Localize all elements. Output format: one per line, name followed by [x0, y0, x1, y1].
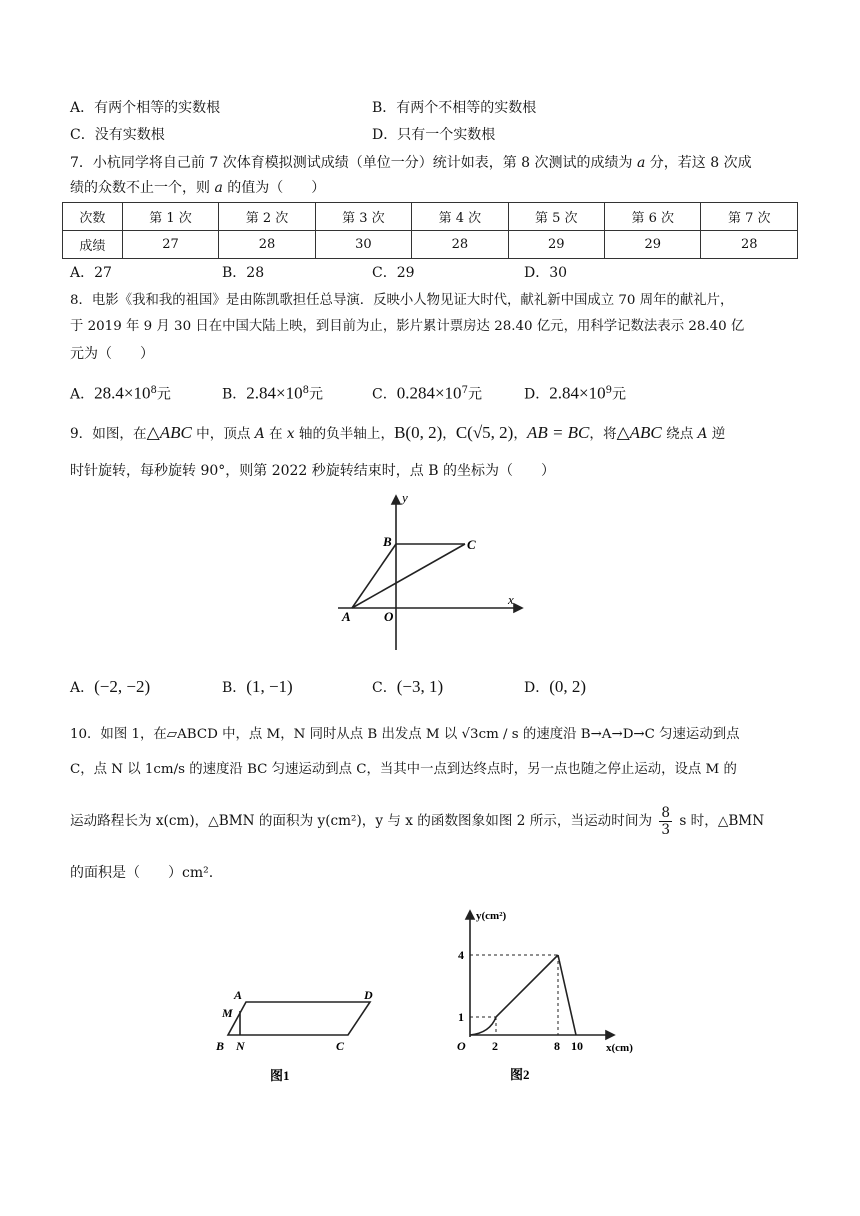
option-letter: A．	[70, 680, 95, 696]
q9-stem-line2: 时针旋转，每秒旋转 90°，则第 2022 秒旋转结束时，点 B 的坐标为（ ）	[70, 463, 555, 479]
q10-stem-line4: 的面积是（ ）cm².	[70, 865, 214, 881]
q10-figure2	[440, 905, 640, 1090]
option-unit: 元	[467, 386, 482, 403]
option-exponent: 7	[461, 385, 468, 396]
table-header-row	[63, 203, 798, 231]
q7-var-a: a	[214, 180, 223, 196]
option-letter: A．	[70, 386, 95, 403]
falling-segment	[558, 955, 576, 1035]
option-unit: 元	[611, 386, 626, 403]
fraction-numerator: 8	[661, 805, 671, 821]
option-unit: 元	[156, 386, 171, 403]
tick-x8: 8	[554, 1039, 560, 1053]
option-value: (1, −1)	[246, 677, 293, 696]
table-cell: 成绩	[63, 231, 123, 259]
q9-text: 在	[264, 426, 287, 442]
q9-text: ，将	[589, 426, 617, 442]
table-cell: 27	[122, 231, 218, 259]
table-cell: 第 4 次	[412, 203, 508, 231]
y-axis-label: y(cm²)	[476, 910, 507, 922]
q10-text: s 时，△BMN	[679, 813, 765, 829]
option-exponent: 8	[150, 385, 157, 396]
table-row	[63, 231, 798, 259]
y-axis-arrow	[392, 496, 400, 504]
option-value: (0, 2)	[549, 677, 587, 696]
tick-y1: 1	[458, 1010, 464, 1024]
option-letter: D．	[524, 386, 550, 403]
q10-figure1	[210, 975, 390, 1090]
table-cell: 29	[605, 231, 701, 259]
q7-stem-line2	[70, 178, 325, 198]
option-value: (−3, 1)	[396, 677, 444, 696]
option-unit: 元	[309, 386, 324, 403]
q7-option-c: C．29	[372, 265, 415, 281]
q7-text: 分，若这 8 次成	[645, 155, 752, 171]
option-value: 28.4×10	[94, 383, 151, 403]
q6-option-a: A．有两个相等的实数根	[70, 100, 221, 116]
q9-option-c	[372, 677, 443, 698]
q8-stem-line3: 元为（ ）	[70, 346, 154, 362]
table-cell: 第 2 次	[219, 203, 315, 231]
option-value: 0.284×10	[396, 383, 462, 403]
point-a-label: A	[234, 988, 243, 1002]
q9-option-b	[222, 677, 293, 698]
segment-ac	[352, 544, 465, 608]
table-cell: 28	[412, 231, 508, 259]
rising-segment	[496, 955, 558, 1017]
option-exponent: 9	[605, 385, 612, 396]
table-cell: 30	[315, 231, 411, 259]
fraction-denominator: 3	[661, 822, 671, 838]
origin-label: O	[384, 609, 394, 624]
table-cell: 28	[701, 231, 798, 259]
table-cell: 第 7 次	[701, 203, 798, 231]
q9-text: 轴的负半轴上，	[294, 426, 395, 442]
q9-text: 逆	[707, 426, 726, 442]
x-axis-arrow	[514, 604, 522, 612]
q9-option-d	[524, 677, 586, 698]
x-axis-label: x	[508, 592, 514, 607]
option-value: 2.84×10	[549, 383, 606, 403]
table-cell: 第 5 次	[508, 203, 604, 231]
q9-figure	[330, 490, 530, 660]
q9-math: AB = BC	[526, 423, 590, 442]
x-axis-label: x(cm)	[606, 1042, 633, 1054]
option-exponent: 8	[302, 385, 310, 396]
tick-y4: 4	[458, 948, 464, 962]
q9-math: A	[254, 426, 265, 442]
q6-option-b: B．有两个不相等的实数根	[372, 100, 537, 116]
y-axis-label: y	[402, 490, 408, 505]
fraction	[659, 805, 672, 838]
q10-stem-line3	[70, 805, 764, 838]
q8-stem-line2: 于 2019 年 9 月 30 日在中国大陆上映，到目前为止，影片累计票房达 28.40 亿元，用科学记数法表示 28.40 亿	[70, 319, 745, 334]
table-cell: 次数	[63, 203, 123, 231]
point-c-label: C	[336, 1039, 345, 1053]
q9-math: △ABC	[146, 423, 192, 442]
parallelogram-abcd	[228, 1002, 370, 1035]
q8-option-c	[372, 381, 482, 405]
q7-score-table	[62, 202, 798, 259]
figure2-caption: 图2	[510, 1067, 530, 1082]
table-cell: 第 1 次	[122, 203, 218, 231]
q10-text: 运动路程长为 x(cm)，△BMN 的面积为 y(cm²)，y 与 x 的函数图象如图 2 所示，当运动时间为	[70, 813, 653, 829]
q9-stem-line1	[70, 423, 725, 444]
point-n-label: N	[236, 1039, 245, 1053]
q8-option-a	[70, 381, 171, 405]
option-letter: B．	[222, 680, 247, 696]
q9-math: B(0, 2)	[394, 423, 443, 442]
tick-x2: 2	[492, 1039, 498, 1053]
option-letter: B．	[222, 386, 247, 403]
origin-label: O	[457, 1039, 466, 1053]
q9-text: 9．如图，在	[70, 426, 147, 442]
q7-option-d: D．30	[524, 265, 568, 281]
q10-stem-line1: 10．如图 1，在▱ABCD 中，点 M，N 同时从点 B 出发点 M 以 √3cm / s 的速度沿 B→A→D→C 匀速运动到点	[70, 727, 740, 742]
q9-text: 中，顶点	[191, 426, 255, 442]
q9-option-a	[70, 677, 150, 698]
point-b-label: B	[383, 534, 392, 549]
q7-text: 绩的众数不止一个，则	[70, 180, 215, 196]
q8-option-b	[222, 381, 323, 405]
table-cell: 29	[508, 231, 604, 259]
q9-text: ，	[513, 426, 527, 442]
option-letter: C．	[372, 680, 397, 696]
q6-option-c: C．没有实数根	[70, 127, 165, 143]
table-cell: 第 3 次	[315, 203, 411, 231]
q9-math: △ABC	[616, 423, 662, 442]
point-c-label: C	[467, 537, 476, 552]
curve-segment	[470, 1017, 496, 1035]
option-letter: D．	[524, 680, 550, 696]
q8-stem-line1: 8．电影《我和我的祖国》是由陈凯歌担任总导演．反映小人物见证大时代，献礼新中国成立 70 周年的献礼片，	[70, 293, 734, 308]
q7-option-b: B．28	[222, 265, 265, 281]
option-value: (−2, −2)	[94, 677, 151, 696]
q7-text: 的值为（ ）	[222, 180, 326, 196]
y-axis-arrow	[466, 911, 474, 919]
q7-option-a: A．27	[70, 265, 112, 281]
tick-x10: 10	[571, 1039, 583, 1053]
option-value: 2.84×10	[246, 383, 303, 403]
figure1-caption: 图1	[270, 1068, 290, 1083]
q9-math: A	[697, 426, 708, 442]
q8-option-d	[524, 381, 626, 405]
q9-math: C(√5, 2)	[455, 423, 514, 442]
table-cell: 28	[219, 231, 315, 259]
point-a-label: A	[342, 609, 351, 624]
q7-text: 7．小杭同学将自己前 7 次体育模拟测试成绩（单位一分）统计如表，第 8 次测试的成绩为	[70, 155, 637, 171]
q9-text: ，	[442, 426, 456, 442]
segment-ab	[352, 544, 396, 608]
q7-var-a: a	[636, 155, 646, 171]
point-m-label: M	[222, 1006, 233, 1020]
q9-math: x	[286, 426, 295, 442]
x-axis-arrow	[606, 1031, 614, 1039]
point-d-label: D	[364, 988, 373, 1002]
table-cell: 第 6 次	[605, 203, 701, 231]
q10-stem-line2: C，点 N 以 1cm/s 的速度沿 BC 匀速运动到点 C，当其中一点到达终点时，另一点也随之停止运动，设点 M 的	[70, 762, 737, 777]
q9-text: 绕点	[661, 426, 698, 442]
point-b-label: B	[216, 1039, 225, 1053]
option-letter: C．	[372, 386, 397, 403]
q7-stem-line1	[70, 153, 752, 173]
q6-option-d: D．只有一个实数根	[372, 127, 496, 143]
